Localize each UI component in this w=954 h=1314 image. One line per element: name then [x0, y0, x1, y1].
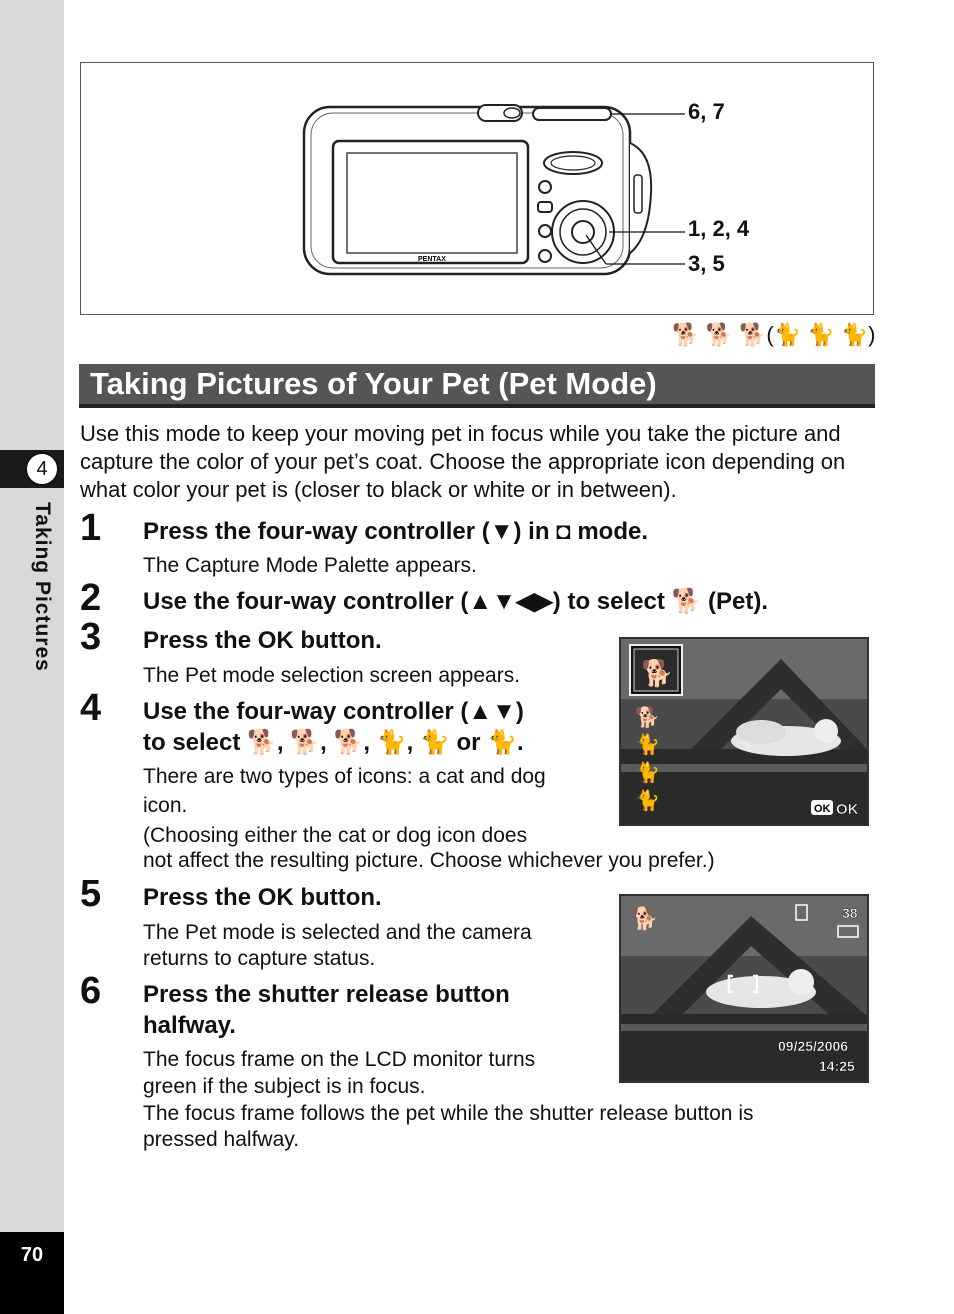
cat-icon-gray[interactable]: 🐈 — [635, 760, 660, 784]
capture-photo-background — [621, 896, 867, 1081]
pet-photo-background — [621, 639, 867, 824]
chapter-number: 4 — [25, 452, 59, 486]
camera-brand-label: PENTAX — [418, 256, 446, 263]
step-6-number: 6 — [80, 970, 102, 1012]
step-6-heading-line2: halfway. — [143, 1012, 236, 1039]
dog-icon-white-selected[interactable]: 🐕 — [641, 659, 674, 689]
step-4-text-line2: icon. — [143, 794, 188, 817]
camera-diagram — [80, 62, 874, 315]
step-2-number: 2 — [80, 577, 102, 619]
pet-mode-indicator-icon: 🐕 — [631, 907, 659, 932]
step-4-heading-line2: to select 🐕, 🐕, 🐕, 🐈, 🐈 or 🐈. — [143, 729, 524, 756]
capture-status-screen — [619, 894, 869, 1083]
ok-badge: OK — [814, 803, 831, 815]
step-6-text-line3: The focus frame follows the pet while the shutter release button is — [143, 1102, 754, 1125]
step-5-text-line2: returns to capture status. — [143, 947, 376, 970]
step-6-text-line4: pressed halfway. — [143, 1128, 300, 1151]
step-4-text-line1: There are two types of icons: a cat and dog — [143, 765, 546, 788]
dog-icon-gray[interactable]: 🐕 — [635, 705, 660, 729]
step-3-number: 3 — [80, 616, 102, 658]
step-2-heading: Use the four-way controller (▲▼◀▶) to select 🐕 (Pet). — [143, 588, 769, 615]
step-6-heading-line1: Press the shutter release button — [143, 981, 510, 1008]
pet-selection-screen — [619, 637, 869, 826]
step-1-text: The Capture Mode Palette appears. — [143, 554, 477, 577]
callout-steps-3-5: 3, 5 — [688, 251, 725, 276]
step-3-heading: Press the OK button. — [143, 627, 382, 654]
step-5-text-line1: The Pet mode is selected and the camera — [143, 921, 532, 944]
callout-steps-6-7: 6, 7 — [688, 99, 725, 124]
step-4-text-line3: (Choosing either the cat or dog icon does — [143, 824, 528, 847]
cat-icon-black[interactable]: 🐈 — [635, 788, 660, 812]
shots-remaining: 38 — [842, 905, 858, 921]
step-5-number: 5 — [80, 873, 102, 915]
capture-date: 09/25/2006 — [778, 1038, 849, 1054]
cat-icon-white[interactable]: 🐈 — [635, 732, 660, 756]
capture-time: 14:25 — [819, 1058, 855, 1074]
step-6-text-line2: green if the subject is in focus. — [143, 1075, 426, 1098]
page-number: 70 — [20, 1244, 44, 1266]
section-title: Taking Pictures of Your Pet (Pet Mode) — [90, 366, 657, 401]
step-4-heading-line1: Use the four-way controller (▲▼) — [143, 698, 524, 725]
step-1-number: 1 — [80, 507, 102, 549]
intro-paragraph: Use this mode to keep your moving pet in focus while you take the picture and capture the color of your pet’s coat. Choose the appropriate icon depending on what color your pet is (closer to black or white or in between). — [80, 421, 846, 502]
ok-label: OK — [836, 801, 859, 818]
pet-mode-icons: 🐕 🐕 🐕(🐈 🐈 🐈) — [672, 322, 876, 347]
step-6-text-line1: The focus frame on the LCD monitor turns — [143, 1048, 536, 1071]
callout-steps-1-2-4: 1, 2, 4 — [688, 216, 750, 241]
step-1-heading: Press the four-way controller (▼) in ◘ mode. — [143, 518, 648, 545]
chapter-title: Taking Pictures — [31, 502, 54, 672]
step-5-heading: Press the OK button. — [143, 884, 382, 911]
step-4-text-line4: not affect the resulting picture. Choose whichever you prefer.) — [143, 849, 715, 872]
camera-back-illustration — [81, 63, 873, 314]
step-4-number: 4 — [80, 687, 102, 729]
step-3-text: The Pet mode selection screen appears. — [143, 664, 521, 687]
